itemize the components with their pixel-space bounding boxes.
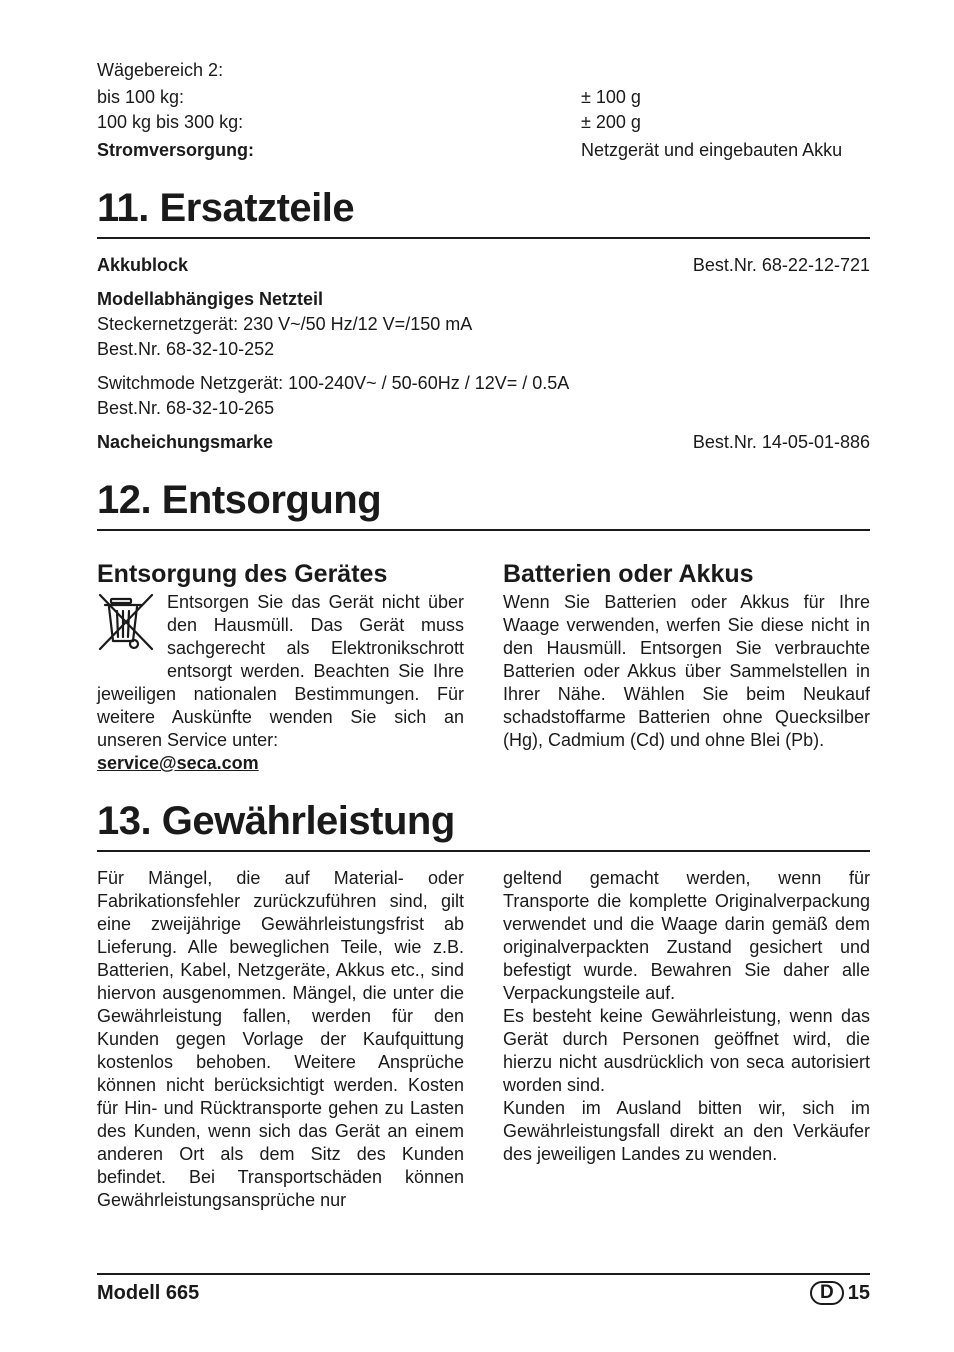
spec-power-value: Netzgerät und eingebauten Akku (581, 140, 843, 160)
part-netzteil-order: Best.Nr. 68-32-10-252 (97, 339, 275, 359)
document-page (97, 0, 870, 1352)
spec-power (97, 139, 870, 161)
disposal-device-text: Entsorgen Sie das Gerät nicht über den Hausmüll. Das Gerät muss sachgerecht als Elektronikschrott entsorgt werden. Beachten Sie Ihre jeweiligen nationalen Bestimmungen. Für weitere Auskünfte wenden Sie sich an unseren Service unter: (97, 592, 464, 750)
part-marke-order: Best.Nr. 14-05-01-886 (692, 432, 870, 452)
part-akkublock-order: Best.Nr. 68-22-12-721 (692, 255, 870, 275)
footer-page-info (810, 1280, 870, 1306)
warranty-left-column (97, 867, 464, 1212)
batteries-text-block (503, 591, 870, 752)
weee-crossed-bin-icon (97, 591, 155, 679)
section-13-rule (97, 850, 870, 852)
section-11-title: 11. Ersatzteile (97, 186, 355, 230)
part-switchmode-spec: Switchmode Netzgerät: 100-240V~ / 50-60Hz / 12V= / 0.5A (97, 373, 570, 393)
service-email-link[interactable]: service@seca.com (97, 753, 259, 773)
spec-range-label (97, 59, 870, 81)
spec-row-2-value: ± 200 g (581, 112, 641, 132)
warranty-right-p3: Kunden im Ausland bitten wir, sich im Gewährleistungsfall direkt an den Verkäufer des jeweiligen Landes zu wenden. (503, 1098, 870, 1164)
warranty-right-column (503, 867, 870, 1166)
part-akkublock-label: Akkublock (97, 255, 189, 275)
warranty-right-p2: Es besteht keine Gewährleistung, wenn das Gerät durch Personen geöffnet wird, die hierzu nicht ausdrücklich von seca autorisiert worden sind. (503, 1006, 870, 1095)
disposal-device-text-block (97, 591, 464, 775)
spec-row-2-label: 100 kg bis 300 kg: (97, 112, 244, 132)
part-marke-label: Nacheichungsmarke (97, 432, 274, 452)
footer-model: Modell 665 (97, 1282, 200, 1304)
batteries-text: Wenn Sie Batterien oder Akkus für Ihre Waage verwenden, werfen Sie diese nicht in den Hausmüll. Entsorgen Sie verbrauchte Batterien oder Akkus über Sammelstellen in Ihrer Nähe. Wählen Sie beim Neukauf schadstoffarme Batterien ohne Quecksilber (Hg), Cadmium (Cd) und ohne Blei (Pb). (503, 592, 870, 750)
spec-power-label: Stromversorgung: (97, 140, 255, 160)
spec-row-1 (97, 86, 870, 108)
disposal-device-heading: Entsorgung des Gerätes (97, 560, 388, 588)
part-netzteil-label: Modellabhängiges Netzteil (97, 289, 324, 309)
section-11-rule (97, 237, 870, 239)
spec-row-2 (97, 111, 870, 133)
warranty-right-p1: geltend gemacht werden, wenn für Transporte die komplette Originalverpackung verwendet und die Waage darin gemäß dem originalverpackten Zustand gesichert und befestigt wurde. Bewahren Sie daher alle Verpackungsteile auf. (503, 868, 870, 1003)
spec-row-1-label: bis 100 kg: (97, 87, 185, 107)
footer-rule (97, 1273, 870, 1275)
spec-range-text: Wägebereich 2: (97, 60, 224, 80)
part-akkublock (97, 254, 870, 276)
part-switchmode-order: Best.Nr. 68-32-10-265 (97, 398, 275, 418)
batteries-heading: Batterien oder Akkus (503, 560, 754, 588)
section-12-rule (97, 529, 870, 531)
page-number: 15 (847, 1282, 870, 1304)
part-netzteil-spec: Steckernetzgerät: 230 V~/50 Hz/12 V=/150 mA (97, 314, 473, 334)
warranty-left-text: Für Mängel, die auf Material- oder Fabrikationsfehler zurückzuführen sind, gilt eine zweijährige Gewährleistungsfrist ab Lieferung. Alle beweglichen Teile, wie z.B. Batterien, Kabel, Netzgeräte, Akkus etc., sind hiervon ausgenommen. Mängel, die unter die Gewährleistung fallen, werden für den Kunden gegen Vorlage der Kaufquittung kostenlos behoben. Weitere Ansprüche können nicht berücksichtigt werden. Kosten für Hin- und Rücktransporte gehen zu Lasten des Kunden, wenn sich das Gerät an einem anderen Ort als dem Sitz des Kunden befindet. Bei Transportschäden können Gewährleistungsansprüche nur (97, 868, 464, 1210)
section-12-title: 12. Entsorgung (97, 478, 382, 522)
part-nacheichungsmarke (97, 431, 870, 453)
spec-row-1-value: ± 100 g (581, 87, 641, 107)
section-13-title: 13. Gewährleistung (97, 799, 455, 843)
language-badge: D (810, 1281, 844, 1305)
